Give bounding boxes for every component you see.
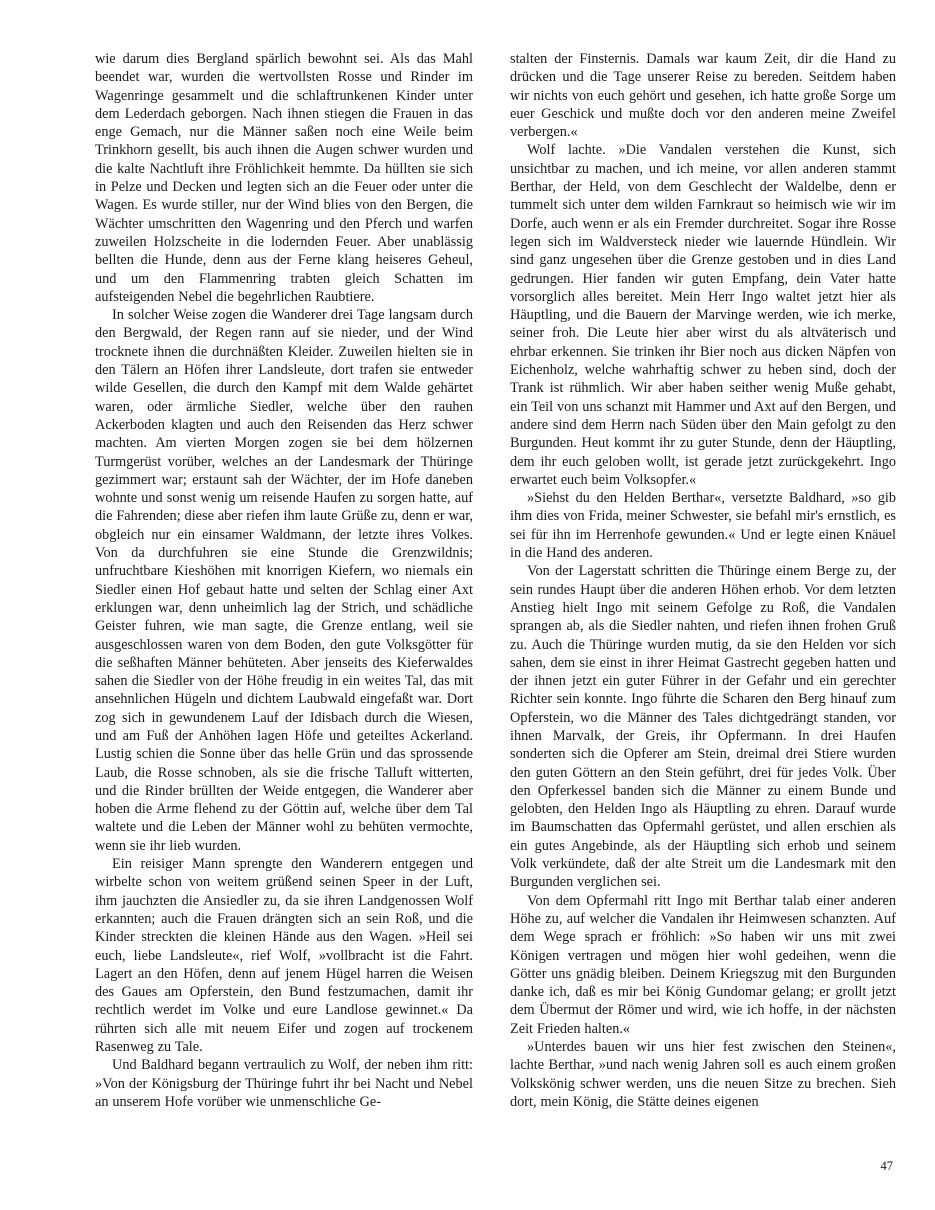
text-columns: [95, 50, 896, 1111]
paragraph: wie darum dies Bergland spärlich bewohnt sei. Als das Mahl beendet war, wurden die wertvollsten Rosse und Rinder im Wagenringe gesammelt und die schlaftrunkenen Kinder unter dem Lederdach geborgen. Nach ihnen stiegen die Frauen in das enge Gemach, nur die Männer saßen noch eine Weile beim Trinkhorn gesellt, bis auch ihnen die Augen schwer wurden und die kalte Nachtluft ihre Fröhlichkeit hemmte. Da hüllten sie sich in Pelze und Decken und legten sich an die Feuer oder unter die Wagen. Es wurde stiller, nur der Wind blies von den Bergen, die Wächter umschritten den Wagenring und den Pferch und warfen zuweilen Holzscheite in die lodernden Feuer. Aber unablässig bellten die Hunde, denn aus der Ferne klang heiseres Geheul, und um den Flammenring trabten gleich Schatten im aufsteigenden Nebel die begehrlichen Raubtiere.: [95, 51, 473, 305]
paragraph: Ein reisiger Mann sprengte den Wanderern entgegen und wirbelte schon von weitem grüßend seinen Speer in der Luft, ihm jauchzten die Ansiedler zu, da sie ihren Landgenossen Wolf erkannten; auch die Frauen drängten sich an sein Roß, und die Kinder streckten die kleinen Hände aus den Wagen. »Heil sei euch, liebe Landsleute«, rief Wolf, »vollbracht ist die Fahrt. Lagert an den Höfen, denn auf jenem Hügel harren die Weisen des Gaues am Opferstein, den Bund festzumachen, damit ihr rechtlich werdet im Volke und eure Landlose gewinnet.« Da rührten sich alle mit neuem Eifer und zogen auf trockenem Rasenweg zu Tale.: [95, 856, 473, 1056]
page-number: 47: [880, 1159, 893, 1173]
paragraph: Wolf lachte. »Die Vandalen verstehen die Kunst, sich unsichtbar zu machen, und ich meine, vor allen anderen stammt Berthar, der Held, von dem Geschlecht der Waldelbe, denn er tummelt sich unter dem wilden Farnkraut so heimisch wie wir im Dorfe, auch wenn er als ein Fremder durchreitet. Sogar ihre Rosse legen sich im Waldversteck nieder wie lauernde Hündlein. Wir sind ganz ungesehen über die Grenze gestoben und in dies Land gedrungen. Hier fanden wir guten Empfang, dein Vater hatte vorsorglich alles bereitet. Mein Herr Ingo waltet jetzt hier als Häuptling, und die Bauern der Marvinge werden, wie ich merke, seiner froh. Die Leute hier aber wirst du als altväterisch und ehrbar erkennen. Sie trinken ihr Bier noch aus dicken Näpfen von Eichenholz, welche wahrhaftig schwer zu heben sind, doch der Trank ist rühmlich. Wir aber haben seither wenig Muße gehabt, ein Teil von uns schanzt mit Hammer und Axt auf den Bergen, und andere sind dem Herrn nach Süden über den Main gefolgt zu den Burgunden. Heut kommt ihr zu guter Stunde, denn der Häuptling, dem ihr euch geloben wollt, ist gerade jetzt zurückgekehrt. Ingo erwartet euch beim Volksopfer.«: [510, 142, 896, 488]
left-column: [95, 50, 473, 1111]
paragraph: Von der Lagerstatt schritten die Thüringe einem Berge zu, der sein rundes Haupt über die anderen Höhen erhob. Vor dem letzten Anstieg hielt Ingo mit seinem Gefolge zu Roß, die Vandalen sprangen ab, als die Siedler nahten, und riefen ihnen frohen Gruß zu. Auch die Thüringe wurden mutig, da sie den Helden vor sich sahen, dem sie einst in ihrer Heimat Gastrecht gegeben hatten und der ihnen jetzt ein guter Führer in der Gefahr und ein gerechter Richter sein konnte. Ingo führte die Scharen den Berg hinauf zum Opferstein, wo die Männer des Tales dichtgedrängt standen, vor ihnen Marvalk, der Greis, ihr Opfermann. In drei Haufen sonderten sich die Opferer am Stein, dreimal drei Stiere wurden den guten Göttern an den Stein geführt, drei für jedes Volk. Über den Opferkessel banden sich die Männer zu einem Bunde und gelobten, den Helden Ingo als Häuptling zu ehren. Darauf wurde im Baumschatten das Opfermahl gerüstet, und allen erschien als ein gutes Angebinde, als der Häuptling sich erhob und seinem Volk verkündete, daß der alte Streit um die Landesmark mit den Burgunden verglichen sei.: [510, 563, 896, 891]
paragraph: Von dem Opfermahl ritt Ingo mit Berthar talab einer anderen Höhe zu, auf welcher die Vandalen ihr Heimwesen schanzten. Auf dem Wege sprach er fröhlich: »So haben wir uns mit zwei Königen vertragen und mögen hier wohl gedeihen, wenn die Götter uns gnädig bleiben. Deinem Kriegszug mit den Burgunden danke ich, daß es mir bei König Gundomar gelang; er grollt jetzt dem Übermut der Römer und wird, wie ich hoffe, in der nächsten Zeit Frieden halten.«: [510, 892, 896, 1037]
paragraph: »Unterdes bauen wir uns hier fest zwischen den Steinen«, lachte Berthar, »und nach wenig Jahren soll es auch einem großen Volkskönig schwer werden, uns die neuen Sitze zu brechen. Sieh dort, mein König, die Stätte deines eigenen: [510, 1039, 896, 1110]
right-column: [510, 50, 896, 1111]
paragraph: Und Baldhard begann vertraulich zu Wolf, der neben ihm ritt: »Von der Königsburg der Thüringe fuhrt ihr bei Nacht und Nebel an unserem Hofe vorüber wie unmenschliche Ge-: [95, 1057, 473, 1110]
paragraph: stalten der Finsternis. Damals war kaum Zeit, dir die Hand zu drücken und die Tage unserer Reise zu bereden. Seitdem haben wir nichts von euch gehört und gesehen, ich hatte große Sorge um euer Geschick und mußte doch vor den anderen meine Zweifel verbergen.«: [510, 51, 896, 141]
paragraph: »Siehst du den Helden Berthar«, versetzte Baldhard, »so gib ihm dies von Frida, meiner Schwester, sie befahl mir's ernstlich, es sei für ihn im Herrenhofe gewunden.« Und er legte einen Knäuel in die Hand des anderen.: [510, 490, 896, 562]
paragraph: In solcher Weise zogen die Wanderer drei Tage langsam durch den Bergwald, der Regen rann auf sie nieder, und der Wind trocknete ihnen die durchnäßten Kleider. Zuweilen hielten sie in den Tälern an Höfen ihrer Landsleute, dort trafen sie entweder wilde Gesellen, die durch den Kampf mit dem Walde gehärtet waren, oder ärmliche Siedler, welche über den rauhen Ackerboden klagten und auch den Reisenden das Herz schwer machten. Am vierten Morgen zogen sie bei dem hölzernen Turmgerüst vorüber, welches an der Landesmark der Thüringe gezimmert war; erstaunt sah der Wächter, der im Hofe daneben wohnte und sonst wenig um reisende Haufen zu sorgen hatte, auf die Fahrenden; diese aber riefen ihm laute Grüße zu, denn er war, obgleich nur ein einsamer Waldmann, der letzte ihres Volkes. Von da durchfuhren sie eine Stunde die Grenzwildnis; unfruchtbare Kieshöhen mit knorrigen Kiefern, wo niemals ein Siedler einen Hof gebaut hatte und selten der Schlag einer Axt erklungen war, denn unheimlich lag der Strich, und schädliche Geister fuhren, wie man sagte, die Grenze entlang, weil sie ausgeschlossen waren von dem Boden, den gute Volksgötter für die seßhaften Männer behüteten. Aber jenseits des Kieferwaldes sahen die Siedler von der Höhe freudig in ein weites Tal, das mit ansehnlichen Hügeln und dichtem Laubwald eingefaßt war. Dort zog sich in gewundenem Lauf der Idisbach durch die Wiesen, und am Fuß der Anhöhen lagen Höfe und geteiltes Ackerland. Lustig schien die Sonne über das helle Grün und das sprossende Laub, die Rosse schnoben, als sie die frische Talluft witterten, und die Rinder brüllten der Weide entgegen, die Wanderer aber hoben die Arme flehend zu der Göttin auf, welche über dem Tal waltete und die Leben der Männer wohl zu behüten vermochte, wenn sie ihr lieb wurden.: [95, 307, 473, 854]
